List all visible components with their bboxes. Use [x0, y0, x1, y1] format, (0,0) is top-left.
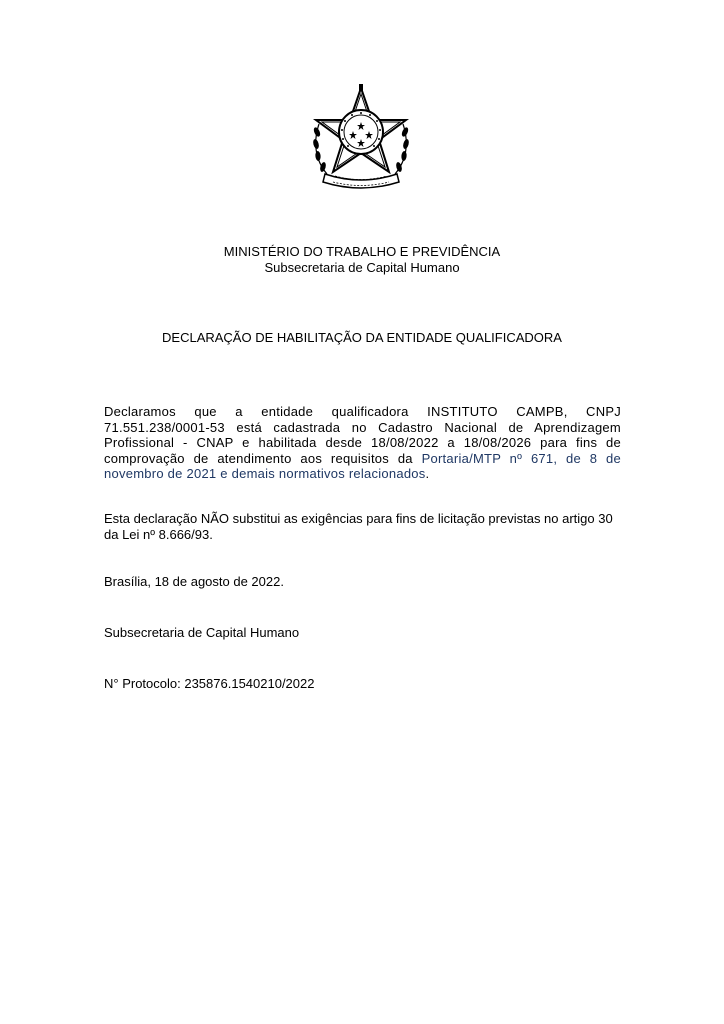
declaration-period: .: [425, 466, 430, 481]
declaration-text: Declaramos que a entidade qualificadora INSTITUTO CAMPB, CNPJ 71.551.238/0001-53 está cadastrada no Cadastro Nacional de Aprendizagem Profissional - CNAP e habilitada desde 18/08/2022 a 18/08/2026 para fins de comprovação de atendimento aos requisitos da: [104, 404, 621, 466]
signature-line: Subsecretaria de Capital Humano: [104, 625, 300, 640]
document-header: [0, 244, 724, 276]
document-title: DECLARAÇÃO DE HABILITAÇÃO DA ENTIDADE QUALIFICADORA: [162, 330, 562, 345]
notice-paragraph: Esta declaração NÃO substitui as exigências para fins de licitação previstas no artigo 30 da Lei nº 8.666/93.: [104, 511, 613, 542]
declaration-paragraph: [104, 404, 621, 482]
date-line: Brasília, 18 de agosto de 2022.: [104, 574, 284, 589]
portaria-reference: Portaria/MTP nº 671, de 8 de novembro de 2021 e demais normativos relacionados: [104, 450, 621, 481]
brazil-coat-of-arms-icon: [305, 82, 417, 190]
subsecretariat-name: Subsecretaria de Capital Humano: [264, 260, 460, 275]
protocol-number: N° Protocolo: 235876.1540210/2022: [104, 676, 315, 691]
ministry-name: MINISTÉRIO DO TRABALHO E PREVIDÊNCIA: [223, 244, 501, 259]
